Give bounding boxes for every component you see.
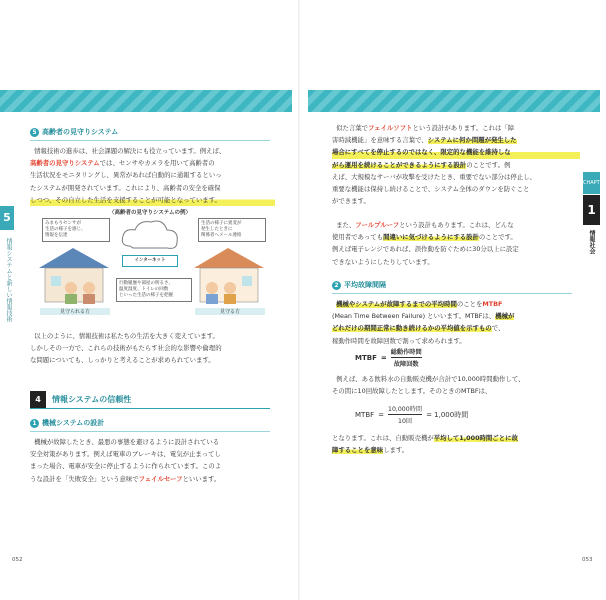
alert-callout: 生活の様子に異変が 発生したときに 関係者へメール連絡 (198, 218, 266, 242)
subhead-elderly (30, 127, 118, 137)
mtbf-paragraph: 機械やシステムが故障するまでの平均時間のことをMTBF (Mean Time Between Failure) といいます。MTBFは、機械が どれだけの期間正常に動き続けるかの平均値を示すもので、 稼動作時間を故障回数で割って求められます。 (332, 300, 515, 345)
subhead-number: 5 (30, 128, 39, 137)
right-page (300, 0, 600, 600)
chapter-tab-title-right: 情報社会 (588, 230, 595, 254)
chapter-tab-label: CHAPTER (583, 172, 600, 194)
after-figure-paragraph: 以上のように、情報技術は私たちの生活を大きく変えています。 しかしその一方で、これらの技術がもたらす社会的な影響や倫理的 な問題についても、しっかりと考えることが求められています。 (30, 332, 222, 365)
section-number: 4 (30, 391, 46, 408)
activity-callout: 行動履歴や部屋の明るさ、 温度湿度、トイレの回数 といった生活の様子を把握 (116, 278, 192, 302)
highlight-mtbf: MTBF (482, 300, 503, 308)
subhead-mtbf (332, 280, 386, 290)
intro-paragraph: 情報技術の進歩は、社会課題の解決にも役立っています。例えば、 高齢者の見守りシステムでは、センサやカメラを用いて高齢者の 生活状況をモニタリングし、異常があれば自動的に通報するといっ たシステムが開発されています。これにより、高齢者の安全を確保 しつつ、その自立した生活を支援することが可能となっています。 (30, 145, 275, 206)
chapter-tab-number: 5 (0, 206, 14, 230)
subhead-number: 2 (332, 281, 341, 290)
figure-title: 〈高齢者の見守りシステムの例〉 (109, 210, 191, 216)
header-stripe-left (0, 90, 292, 112)
highlight-foolproof: フールプルーフ (355, 221, 400, 229)
example-paragraph: 例えば、ある飲料水の自動販売機が合計で10,000時間動作して、 その間に10回故障したとします。そのときのMTBFは、 (332, 375, 525, 396)
sensor-callout: みまもりセンサが 生活の様子を感じ、 情報を伝達 (42, 218, 110, 242)
subhead-machine-design (30, 418, 104, 428)
subhead-underline (30, 431, 270, 432)
elderly-house-icon (35, 246, 113, 308)
mtbf-example-formula: MTBF = $\frac{\text{10,000時間}}{\text{10回}}$ = 1,000時間 (355, 406, 469, 425)
internet-label: インターネット (122, 255, 178, 267)
page-number-right: 053 (582, 557, 593, 563)
subhead-title: 高齢者の見守りシステム (42, 128, 119, 136)
highlight-failsafe: フェイルセーフ (138, 474, 183, 483)
subhead-title: 平均故障間隔 (344, 281, 386, 289)
highlight-elderly-system: 高齢者の見守りシステム (30, 159, 100, 168)
family-house-icon (190, 246, 268, 308)
formula-fraction: $\frac{\text{10,000時間}}{\text{10回}}$ (388, 406, 423, 425)
highlight-failsoft: フェイルソフト (368, 124, 413, 132)
subhead-number: 1 (30, 419, 39, 428)
elderly-monitoring-figure (30, 208, 270, 318)
foolproof-paragraph: また、フールプルーフという設計もあります。これは、どんな 使用者であっても間違いに気づけるようにする設計のことです。 例えば電子レンジであれば、誤作動を防ぐために30分以上に設定 できないようにしたりしています。 (332, 221, 519, 266)
subhead-underline (30, 140, 270, 141)
subhead-title: 機械システムの設計 (42, 419, 105, 427)
watcher-label: 見守る方 (195, 308, 265, 315)
chapter-tab-title: 情報システムと新しい情報技術 (5, 238, 12, 322)
failsafe-paragraph: 機械が故障したとき、最悪の事態を避けるように設計されている 安全対策があります。例えば電車のブレーキは、電気が止まってし まった場合、電車が安全に停止するように作られています。このよ うな設計を「失敗安全」という意味でフェイルセーフといいます。 (30, 438, 222, 483)
header-stripe-right (308, 90, 600, 112)
chapter-tab-number-right: 1 (583, 195, 600, 225)
section-title: 情報システムの信頼性 (52, 395, 132, 404)
formula-fraction: $\frac{\text{総動作時間}}{\text{故障回数}}$ (390, 349, 422, 368)
left-page (0, 0, 300, 600)
section-heading (30, 391, 270, 409)
mtbf-formula: MTBF = $\frac{\text{総動作時間}}{\text{故障回数}}$ (355, 349, 422, 368)
watched-label: 見守られる方 (40, 308, 110, 315)
conclusion-paragraph: となります。これは、自動販売機が平均して1,000時間ごとに故 障することを意味します。 (332, 434, 518, 455)
subhead-underline (332, 293, 572, 294)
failsoft-paragraph: 似た言葉でフェイルソフトという設計があります。これは「障 害時減機能」を意味する言葉で、システムに何か問題が発生した 場合にすべてを停止するのではなく、限定的な機能を維持しな がら運用を続けることができるようにする設計のことです。例 えば、大規模なサーバが攻撃を受けたとき、重要でない部分は停止し、 重要な機能は保持し続けることで、システム全体のダウンを防ぐこと ができます。 (332, 122, 580, 207)
page-number-left: 052 (12, 557, 23, 563)
